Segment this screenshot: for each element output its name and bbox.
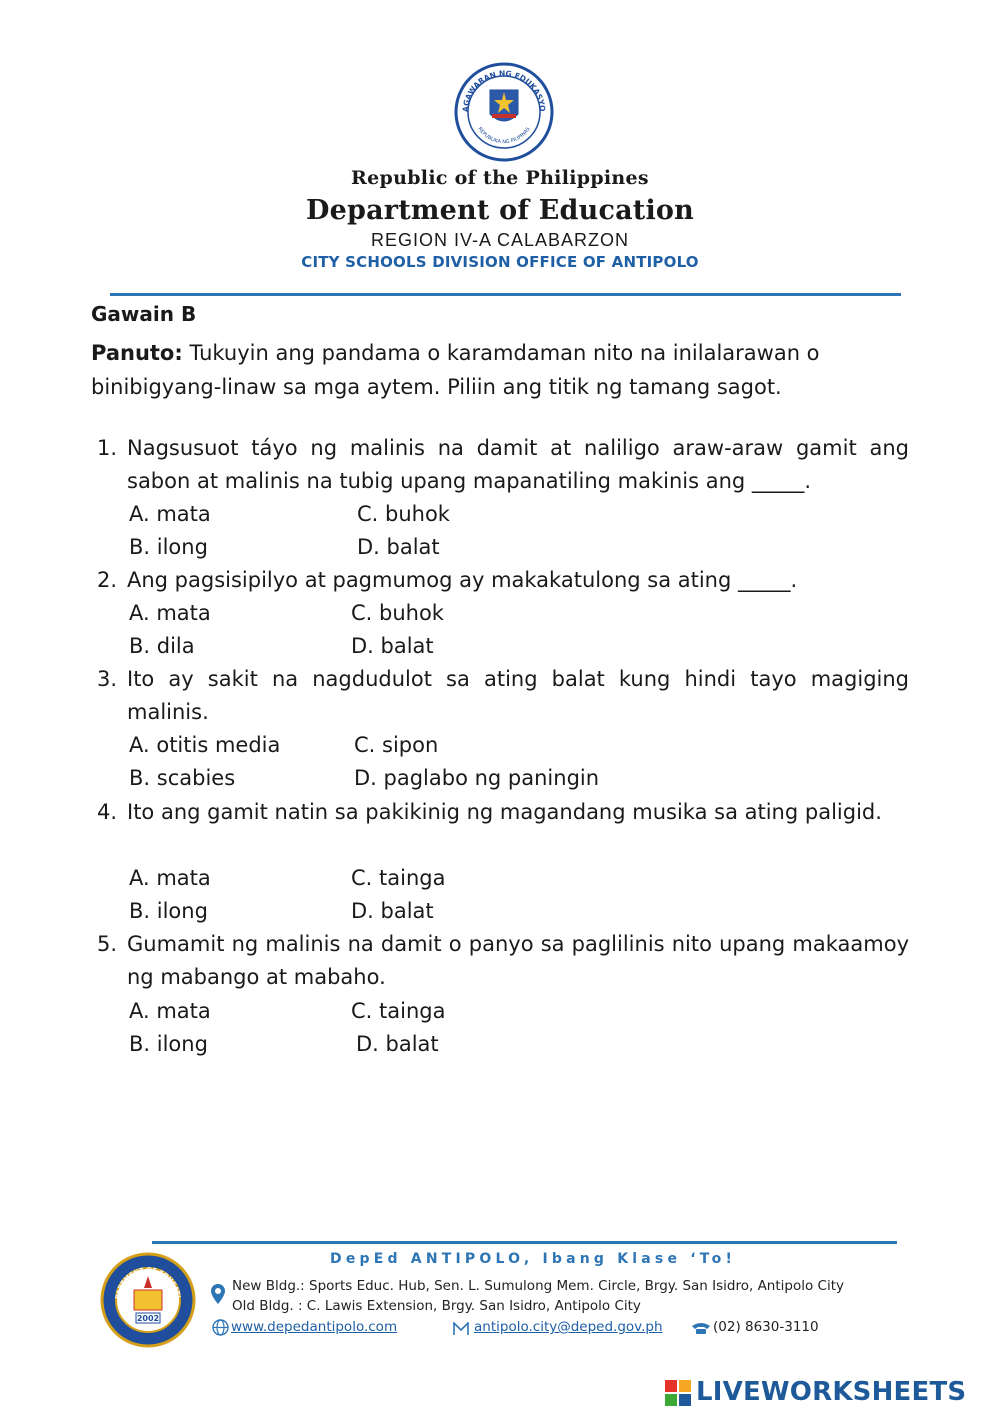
website-link[interactable]: www.depedantipolo.com [231,1319,398,1335]
option-d[interactable]: D. balat [351,634,434,658]
question-text: Ang pagsisipilyo at pagmumog ay makakatulong sa ating _____. [127,568,798,592]
seal-subtext: REPUBLIKA NG PILIPINAS [476,126,532,146]
option-c[interactable]: C. tainga [351,866,446,890]
phone-icon [690,1320,712,1339]
option-a[interactable]: A. mata [129,502,211,526]
republic-heading: Republic of the Philippines [351,167,649,189]
option-b[interactable]: B. ilong [129,535,208,559]
option-a[interactable]: A. otitis media [129,733,281,757]
region-heading: REGION IV-A CALABARZON [370,230,630,250]
footer-seal-year: 2002 [136,1314,160,1323]
question-text: Ito ay sakit na nagdudulot sa ating balat kung hindi tayo magiging malinis. [127,667,909,724]
option-b[interactable]: B. ilong [129,1032,208,1056]
question-number: 3. [97,667,118,691]
option-b[interactable]: B. dila [129,634,195,658]
option-c[interactable]: C. buhok [357,502,450,526]
deped-seal-logo [454,62,554,162]
footer-seal-text: PARTMENT OF EDUCATI [113,1265,182,1300]
activity-title: Gawain B [91,302,197,326]
instruction-label: Panuto: [91,341,183,365]
question-number: 5. [97,932,118,956]
option-c[interactable]: C. buhok [351,601,444,625]
option-c[interactable]: C. sipon [354,733,439,757]
location-pin-icon [210,1283,226,1309]
option-d[interactable]: D. balat [351,899,434,923]
division-seal-logo [100,1252,196,1348]
option-d[interactable]: D. paglabo ng paningin [354,766,600,790]
phone-number: (02) 8630-3110 [713,1319,819,1335]
question-text: Nagsusuot táyo ng malinis na damit at naliligo araw-araw gamit ang sabon at malinis na tubig upang mapanatiling makinis ang _____. [127,436,909,493]
option-a[interactable]: A. mata [129,999,211,1023]
question-number: 4. [97,800,118,824]
seal-text: AGAWARAN NG EDUKASYO [460,68,548,113]
division-heading: CITY SCHOOLS DIVISION OFFICE OF ANTIPOLO [301,253,699,271]
question-text: Ito ang gamit natin sa pakikinig ng magandang musika sa ating paligid. [127,800,882,824]
footer-divider [152,1241,897,1244]
globe-icon [212,1319,229,1340]
option-d[interactable]: D. balat [356,1032,439,1056]
question-number: 2. [97,568,118,592]
liveworksheets-logo-icon [664,1379,692,1411]
option-c[interactable]: C. tainga [351,999,446,1023]
question-text: Gumamit ng malinis na damit o panyo sa paglilinis nito upang makaamoy ng mabango at mabaho. [127,932,909,989]
header-divider [110,293,901,296]
option-a[interactable]: A. mata [129,866,211,890]
option-d[interactable]: D. balat [357,535,440,559]
mail-icon [453,1321,469,1340]
option-a[interactable]: A. mata [129,601,211,625]
department-heading: Department of Education [306,195,694,226]
email-link[interactable]: antipolo.city@deped.gov.ph [474,1319,663,1335]
footer-slogan: DepEd ANTIPOLO, Ibang Klase ‘To! [330,1251,737,1267]
option-b[interactable]: B. scabies [129,766,236,790]
old-building-address: Old Bldg. : C. Lawis Extension, Brgy. San Isidro, Antipolo City [232,1298,641,1314]
liveworksheets-brand[interactable]: LIVEWORKSHEETS [696,1377,967,1407]
option-b[interactable]: B. ilong [129,899,208,923]
question-number: 1. [97,436,118,460]
instruction-text: Tukuyin ang pandama o karamdaman nito na inilalarawan o binibigyang-linaw sa mga aytem. Piliin ang titik ng tamang sagot. [91,341,820,399]
new-building-address: New Bldg.: Sports Educ. Hub, Sen. L. Sumulong Mem. Circle, Brgy. San Isidro, Antipolo City [232,1278,844,1294]
instructions [91,336,891,404]
